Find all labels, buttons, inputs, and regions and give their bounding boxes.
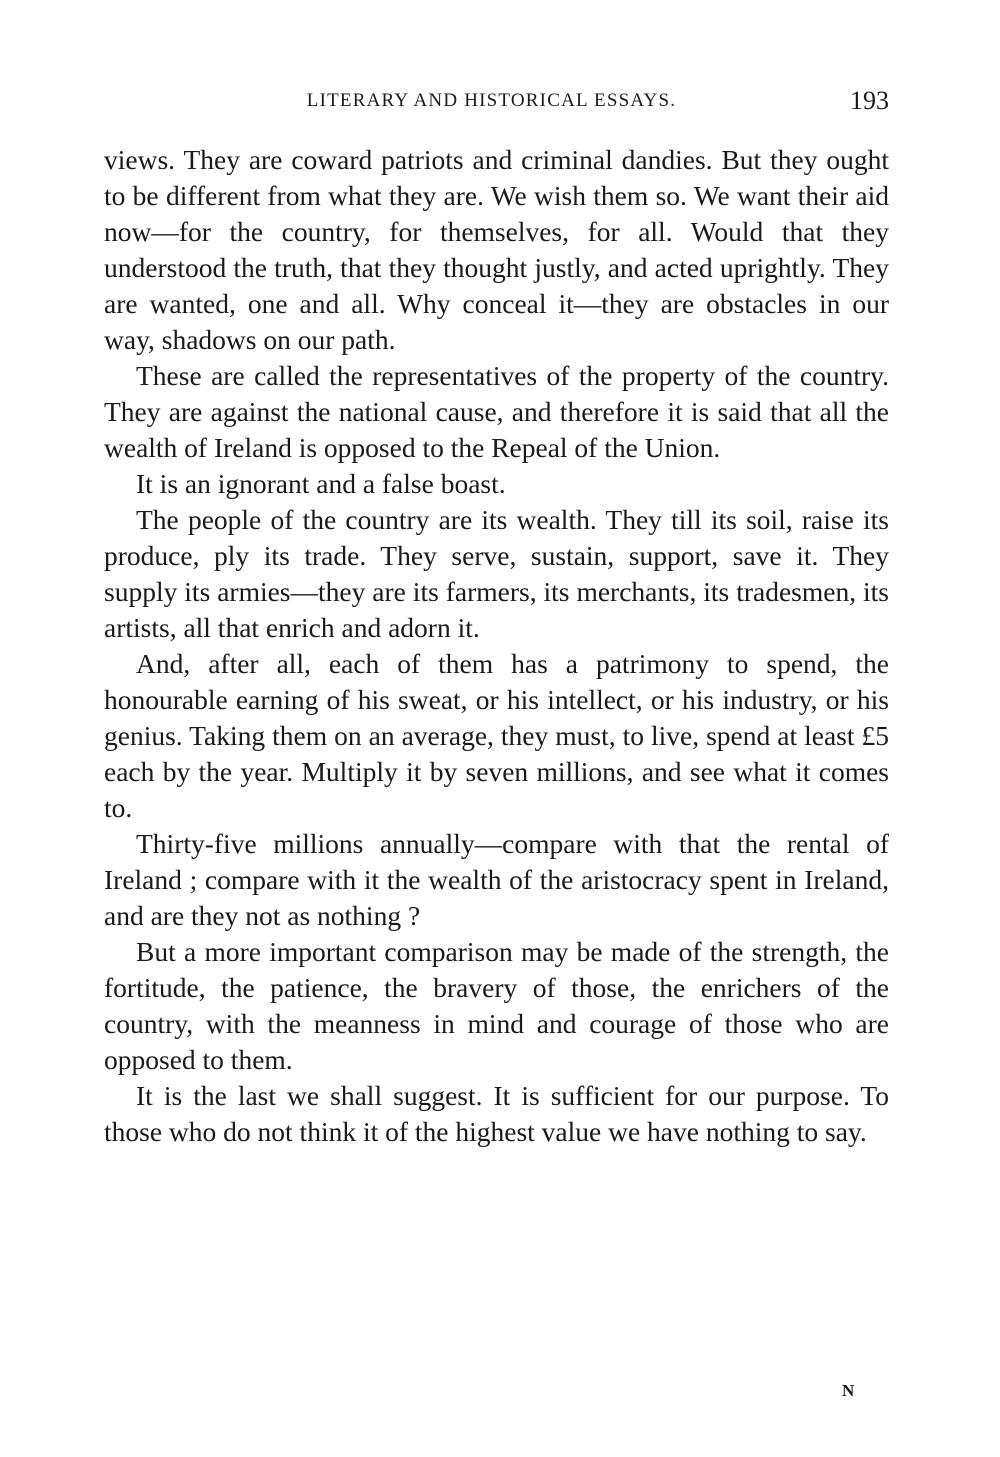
paragraph-4: The people of the country are its wealth. They till its soil, raise its produce, ply its trade. They serve, sustain, support, save it. They supply its armies—they are its farmers, its merchants, its tradesmen, its artists, all that enrich and adorn it. [104, 504, 889, 643]
paragraph-7: But a more important comparison may be made of the strength, the fortitude, the patience, the bravery of those, the enrichers of the country, with the meanness in mind and courage of those who are opposed to them. [104, 936, 889, 1075]
paragraph-3: It is an ignorant and a false boast. [136, 468, 506, 499]
running-head [104, 86, 889, 122]
signature-mark: N [842, 1381, 855, 1400]
paragraph-6: Thirty-five millions annually—compare with that the rental of Ireland ; compare with it the wealth of the aristocracy spent in Ireland, and are they not as nothing ? [104, 828, 889, 931]
paragraph-5: And, after all, each of them has a patrimony to spend, the honourable earning of his sweat, or his intellect, or his industry, or his genius. Taking them on an average, they must, to live, spend at least £5 each by the year. Multiply it by seven millions, and see what it comes to. [104, 648, 889, 823]
paragraph-2: These are called the representatives of the property of the country. They are against the national cause, and therefore it is said that all the wealth of Ireland is opposed to the Repeal of the Union. [104, 360, 889, 463]
text-body [104, 142, 889, 1150]
paragraph-1: views. They are coward patriots and criminal dandies. But they ought to be different from what they are. We wish them so. We want their aid now—for the country, for themselves, for all. Would that they understood the truth, that they thought justly, and acted uprightly. They are wanted, one and all. Why conceal it—they are obstacles in our way, shadows on our path. [104, 144, 889, 355]
page-number: 193 [850, 86, 889, 115]
running-title: LITERARY AND HISTORICAL ESSAYS. [306, 90, 677, 111]
paragraph-8: It is the last we shall suggest. It is sufficient for our purpose. To those who do not think it of the highest value we have nothing to say. [104, 1080, 889, 1147]
